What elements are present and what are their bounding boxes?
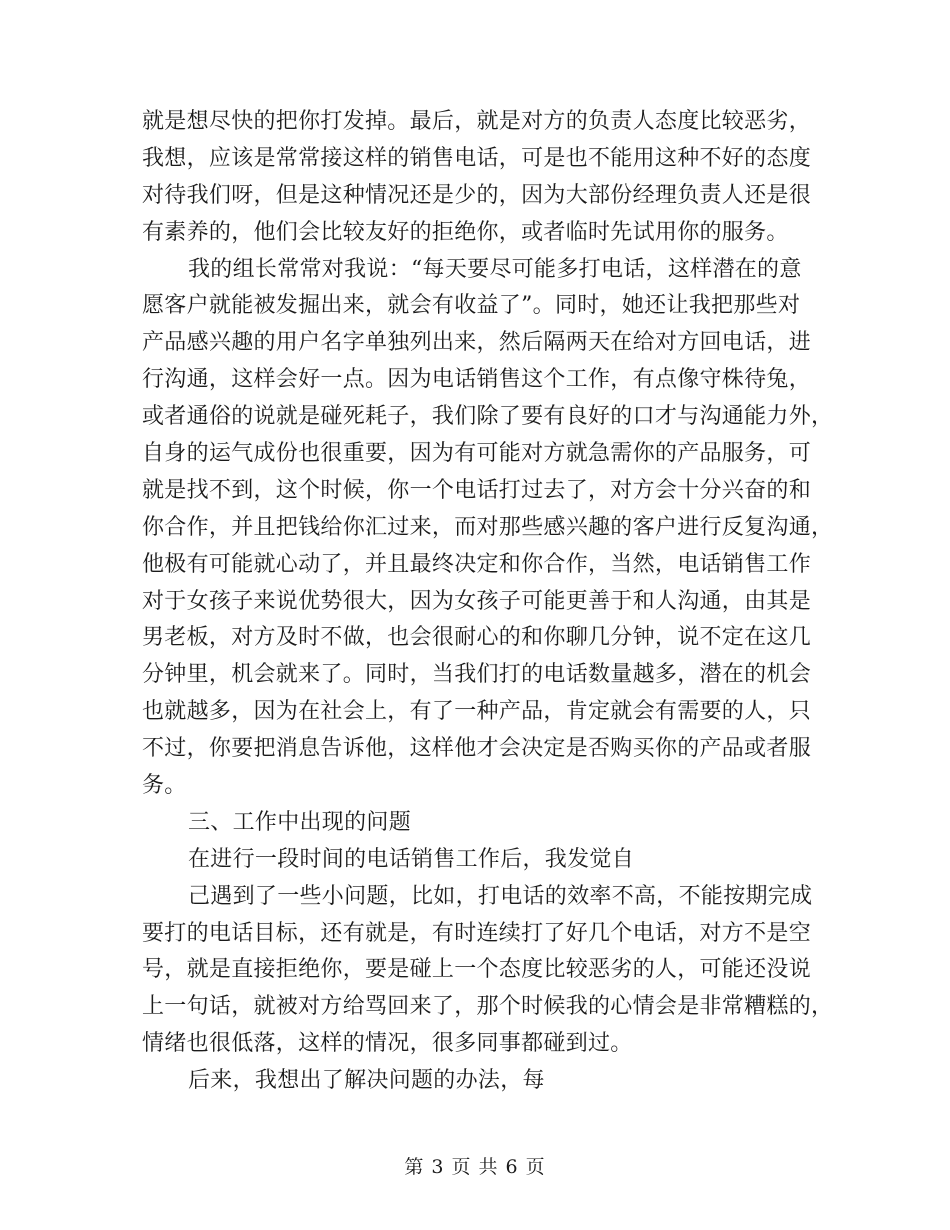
- text-line: 行沟通，这样会好一点。因为电话销售这个工作，有点像守株待兔，: [142, 367, 812, 393]
- text-line: 分钟里，机会就来了。同时，当我们打的电话数量越多，潜在的机会: [142, 662, 812, 688]
- text-line: 他极有可能就心动了，并且最终决定和你合作，当然，电话销售工作: [142, 551, 812, 577]
- text-line: 你合作，并且把钱给你汇过来，而对那些感兴趣的客户进行反复沟通，: [142, 514, 834, 540]
- text-line: 愿客户就能被发掘出来，就会有收益了”。同时，她还让我把那些对: [142, 293, 801, 319]
- text-line: 我的组长常常对我说：“每天要尽可能多打电话，这样潜在的意: [188, 256, 802, 282]
- text-line: 男老板，对方及时不做，也会很耐心的和你聊几分钟，说不定在这几: [142, 625, 812, 651]
- text-line: 三、工作中出现的问题: [188, 809, 412, 835]
- text-line: 对于女孩子来说优势很大，因为女孩子可能更善于和人沟通，由其是: [142, 588, 812, 614]
- text-line: 不过，你要把消息告诉他，这样他才会决定是否购买你的产品或者服: [142, 736, 812, 762]
- text-line: 后来，我想出了解决问题的办法，每: [188, 1068, 545, 1094]
- text-line: 我想，应该是常常接这样的销售电话，可是也不能用这种不好的态度: [142, 145, 812, 171]
- document-body: [142, 104, 834, 1100]
- text-line: 务。: [142, 773, 187, 799]
- text-line: 产品感兴趣的用户名字单独列出来，然后隔两天在给对方回电话，进: [142, 330, 812, 356]
- text-line: 己遇到了一些小问题，比如，打电话的效率不高，不能按期完成: [188, 883, 813, 909]
- text-line: 上一句话，就被对方给骂回来了，那个时候我的心情会是非常糟糕的，: [142, 994, 834, 1020]
- text-line: 要打的电话目标，还有就是，有时连续打了好几个电话，对方不是空: [142, 920, 812, 946]
- text-line: 自身的运气成份也很重要，因为有可能对方就急需你的产品服务，可: [142, 441, 812, 467]
- text-line: 就是找不到，这个时候，你一个电话打过去了，对方会十分兴奋的和: [142, 477, 812, 503]
- text-line: 也就越多，因为在社会上，有了一种产品，肯定就会有需要的人，只: [142, 699, 812, 725]
- text-line: 或者通俗的说就是碰死耗子，我们除了要有良好的口才与沟通能力外，: [142, 404, 834, 430]
- page-footer: 第 3 页 共 6 页: [404, 1156, 546, 1178]
- text-line: 情绪也很低落，这样的情况，很多同事都碰到过。: [142, 1031, 633, 1057]
- text-line: 对待我们呀，但是这种情况还是少的，因为大部份经理负责人还是很: [142, 182, 812, 208]
- text-line: 有素养的，他们会比较友好的拒绝你，或者临时先试用你的服务。: [142, 219, 789, 245]
- text-line: 号，就是直接拒绝你，要是碰上一个态度比较恶劣的人，可能还没说: [142, 957, 812, 983]
- text-line: 就是想尽快的把你打发掉。最后，就是对方的负责人态度比较恶劣，: [142, 109, 812, 134]
- text-line: 在进行一段时间的电话销售工作后，我发觉自: [188, 846, 635, 872]
